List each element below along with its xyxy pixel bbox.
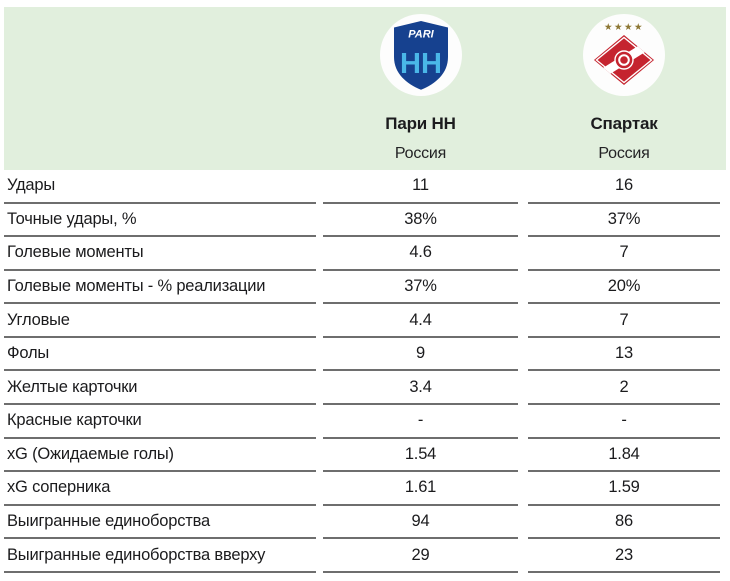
stat-label: Удары — [4, 170, 316, 204]
stat-value-away: 7 — [528, 237, 720, 271]
stat-value-away: 13 — [528, 338, 720, 372]
stat-value-away: 37% — [528, 204, 720, 238]
table-row — [0, 271, 730, 305]
team-away-name: Спартак — [590, 114, 658, 133]
stat-label: Точные удары, % — [4, 204, 316, 238]
table-row — [0, 338, 730, 372]
stat-label: Выигранные единоборства — [4, 506, 316, 540]
team-home-name: Пари НН — [385, 114, 456, 133]
stat-value-away: 1.59 — [528, 472, 720, 506]
stat-value-home: 94 — [323, 506, 518, 540]
table-row — [0, 439, 730, 473]
stat-label: Выигранные единоборства вверху — [4, 539, 316, 573]
stat-label: Желтые карточки — [4, 371, 316, 405]
stat-value-away: 20% — [528, 271, 720, 305]
stat-value-away: 23 — [528, 539, 720, 573]
pari-nn-logo-icon — [379, 13, 463, 97]
table-row — [0, 170, 730, 204]
team-away — [528, 13, 720, 163]
stat-label: xG соперника — [4, 472, 316, 506]
svg-text:НН: НН — [399, 48, 442, 80]
svg-text:PARI: PARI — [407, 28, 434, 41]
stat-value-home: 4.4 — [323, 304, 518, 338]
stat-value-away: 16 — [528, 170, 720, 204]
stat-value-home: 11 — [323, 170, 518, 204]
stat-value-away: 2 — [528, 371, 720, 405]
stat-label: Фолы — [4, 338, 316, 372]
stat-value-home: 4.6 — [323, 237, 518, 271]
stat-value-home: 1.61 — [323, 472, 518, 506]
stat-value-home: 9 — [323, 338, 518, 372]
stat-value-away: 7 — [528, 304, 720, 338]
table-row — [0, 405, 730, 439]
stat-value-home: 38% — [323, 204, 518, 238]
svg-text:★★★★: ★★★★ — [603, 22, 645, 33]
table-row — [0, 371, 730, 405]
stat-label: Красные карточки — [4, 405, 316, 439]
stat-value-home: 3.4 — [323, 371, 518, 405]
table-row — [0, 539, 730, 573]
stats-table — [0, 170, 730, 573]
stat-value-home: 1.54 — [323, 439, 518, 473]
stat-value-away: - — [528, 405, 720, 439]
stat-label: Угловые — [4, 304, 316, 338]
stat-value-away: 1.84 — [528, 439, 720, 473]
stat-label: Голевые моменты — [4, 237, 316, 271]
team-away-country: Россия — [598, 145, 650, 162]
stat-value-away: 86 — [528, 506, 720, 540]
team-home-country: Россия — [394, 145, 447, 162]
stat-label: Голевые моменты - % реализации — [4, 271, 316, 305]
stat-value-home: 29 — [323, 539, 518, 573]
table-row — [0, 304, 730, 338]
stat-value-home: 37% — [323, 271, 518, 305]
table-row — [0, 472, 730, 506]
table-row — [0, 237, 730, 271]
table-row — [0, 506, 730, 540]
stat-value-home: - — [323, 405, 518, 439]
stat-label: xG (Ожидаемые голы) — [4, 439, 316, 473]
table-row — [0, 204, 730, 238]
match-header — [4, 7, 726, 170]
spartak-logo-icon — [582, 13, 666, 97]
team-home — [323, 13, 518, 163]
